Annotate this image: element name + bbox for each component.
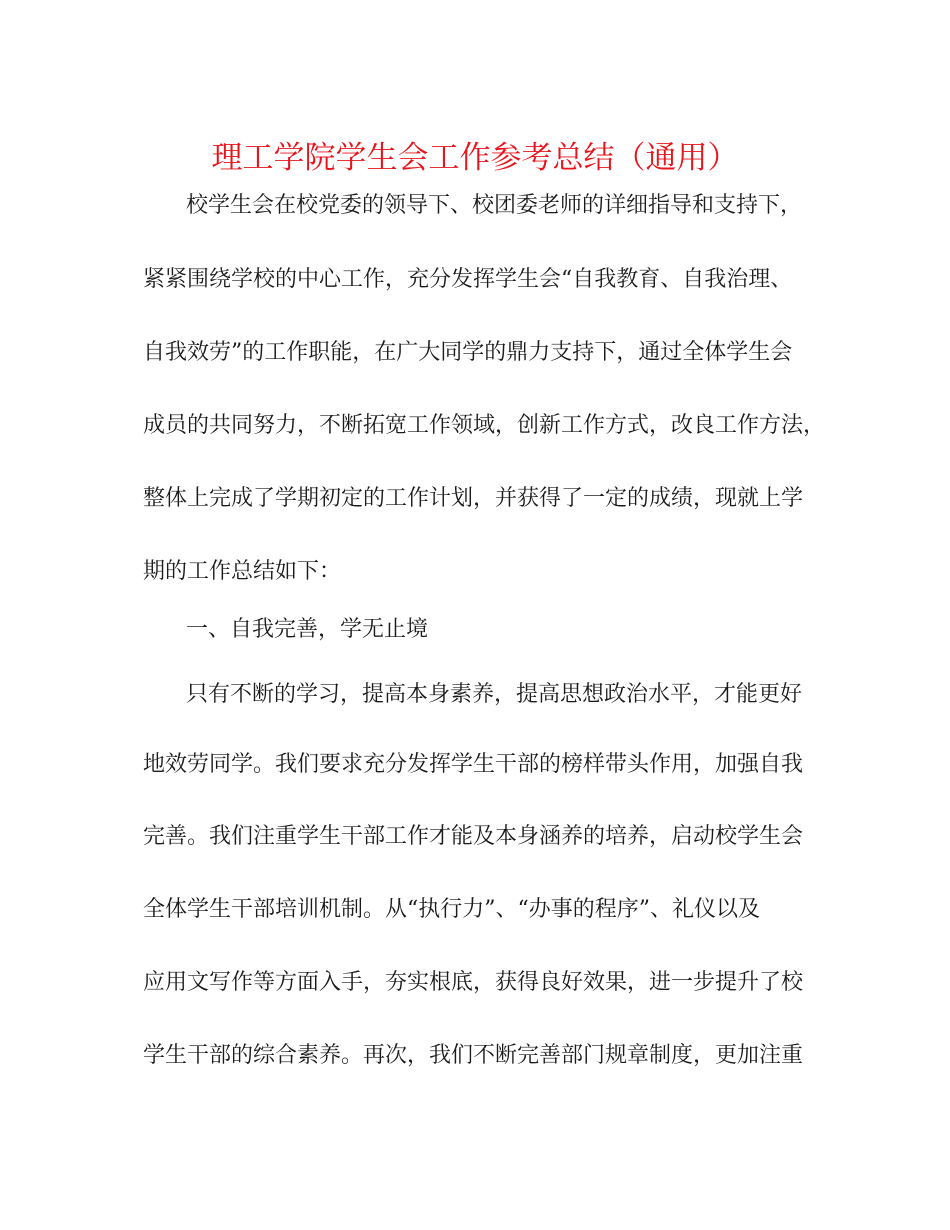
- paragraph-line: 全体学生干部培训机制。从“执行力”、“办事的程序”、礼仪以及: [143, 897, 760, 922]
- paragraph-line: 学生干部的综合素养。再次，我们不断完善部门规章制度，更加注重: [143, 1043, 804, 1068]
- paragraph-line: 期的工作总结如下：: [143, 559, 342, 584]
- paragraph-line: 紧紧围绕学校的中心工作，充分发挥学生会“自我教育、自我治理、: [143, 267, 793, 292]
- paragraph-line: 完善。我们注重学生干部工作才能及本身涵养的培养，启动校学生会: [143, 824, 804, 849]
- section-heading: 一、自我完善，学无止境: [186, 617, 429, 642]
- document-title: 理工学院学生会工作参考总结（通用）: [211, 140, 739, 176]
- paragraph-line: 整体上完成了学期初定的工作计划，并获得了一定的成绩，现就上学: [143, 486, 804, 511]
- paragraph-line: 地效劳同学。我们要求充分发挥学生干部的榜样带头作用，加强自我: [143, 752, 804, 777]
- paragraph-line: 自我效劳”的工作职能，在广大同学的鼎力支持下，通过全体学生会: [143, 340, 793, 365]
- paragraph-line: 成员的共同努力，不断拓宽工作领域，创新工作方式，改良工作方法，: [143, 413, 826, 438]
- paragraph-line: 校学生会在校党委的领导下、校团委老师的详细指导和支持下，: [186, 193, 803, 218]
- paragraph-line: 应用文写作等方面入手，夯实根底，获得良好效果，进一步提升了校: [143, 970, 804, 995]
- paragraph-line: 只有不断的学习，提高本身素养，提高思想政治水平，才能更好: [186, 682, 803, 707]
